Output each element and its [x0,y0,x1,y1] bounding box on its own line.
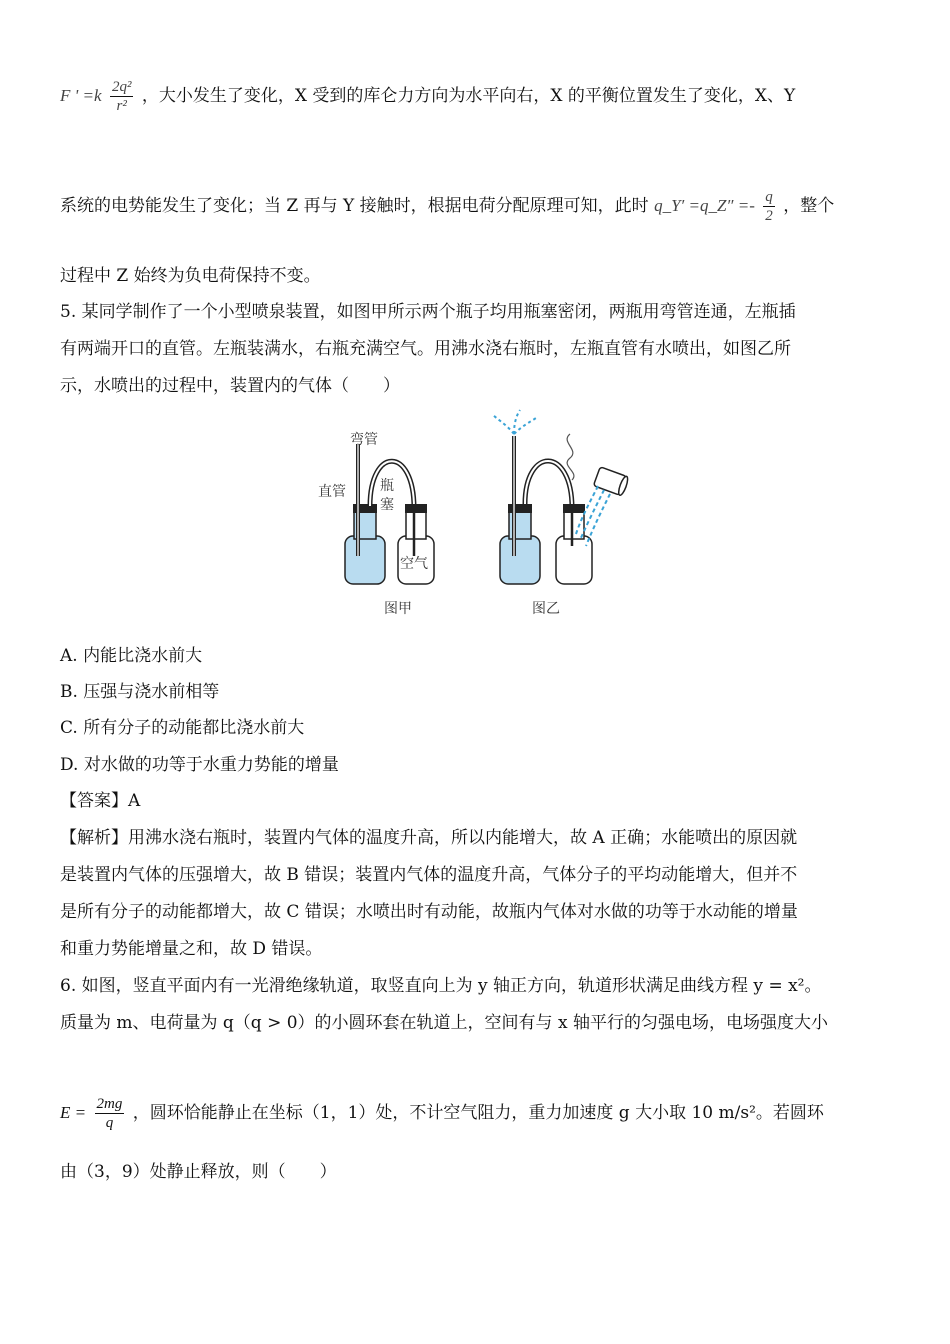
q5-analysis-line-3: 是所有分子的动能都增大，故 C 错误；水喷出时有动能，故瓶内气体对水做的功等于水动能的增量 [60,902,798,922]
q5-answer: 【答案】A [60,791,141,811]
q5-analysis-line-4: 和重力势能增量之和，故 D 错误。 [60,939,323,959]
force-fraction [110,78,134,115]
label-air: 空气 [400,556,428,572]
line1-text: ，大小发生了变化，X 受到的库仑力方向为水平向右，X 的平衡位置发生了变化，X、Y [141,86,796,106]
label-bent-tube: 弯管 [350,432,378,448]
label-fig-b: 图乙 [532,601,560,617]
force-fraction-numerator: 2q² [111,79,132,95]
q5-analysis-line-2: 是装置内气体的压强增大，故 B 错误；装置内气体的温度升高，气体分子的平均动能增大，但并不 [60,865,798,885]
steam-icon [567,434,574,480]
charge-fraction-numerator: q [765,189,773,205]
fig-b-right-bottle [556,536,592,584]
q6-line-1: 6. 如图，竖直平面内有一光滑绝缘轨道，取竖直向上为 y 轴正方向，轨道形状满足曲线方程 y = x²。 [60,976,822,996]
fig-a-right-stopper [405,504,427,513]
label-straight-tube: 直管 [318,484,346,500]
q5-option-c: C. 所有分子的动能都比浇水前大 [60,718,305,738]
e-field-fraction [95,1095,125,1132]
q6-line-3-tail: ，圆环恰能静止在坐标（1，1）处，不计空气阻力，重力加速度 g 大小取 10 m/s²。若圆环 [132,1103,824,1123]
formula-line-2 [60,188,834,225]
q6-line-3 [60,1095,824,1132]
q5-stem-line-1: 5. 某同学制作了一个小型喷泉装置，如图甲所示两个瓶子均用瓶塞密闭，两瓶用弯管连通，左瓶插 [60,302,796,322]
label-fig-a: 图甲 [384,601,412,617]
q5-stem-line-2: 有两端开口的直管。左瓶装满水，右瓶充满空气。用沸水浇右瓶时，左瓶直管有水喷出，如图乙所 [60,339,791,359]
charge-formula: q_Y′ =q_Z″ =- [654,196,755,215]
q5-analysis-line-1: 【解析】用沸水浇右瓶时，装置内气体的温度升高，所以内能增大，故 A 正确；水能喷出的原因就 [60,828,798,848]
water-spray [492,410,536,434]
q5-option-b: B. 压强与浇水前相等 [60,682,220,702]
fountain-diagram [310,406,650,621]
fig-b-right-stopper [563,504,585,513]
line3-text: 过程中 Z 始终为负电荷保持不变。 [60,266,321,286]
e-field-denominator: q [105,1115,114,1131]
q6-line-2: 质量为 m、电荷量为 q（q > 0）的小圆环套在轨道上，空间有与 x 轴平行的匀强电场，电场强度大小 [60,1013,828,1033]
fountain-figure [310,406,650,621]
label-stopper-2: 塞 [380,497,394,513]
fig-b-bent-tube [525,461,572,508]
line2-text: 系统的电势能发生了变化；当 Z 再与 Y 接触时，根据电荷分配原理可知，此时 [60,196,649,216]
fig-a-left-bottle [345,536,385,584]
q5-option-d: D. 对水做的功等于水重力势能的增量 [60,755,339,775]
charge-fraction [763,188,775,225]
e-field-numerator: 2mg [96,1096,123,1112]
fig-b-right-bottle-neck [564,511,584,539]
label-stopper-1: 瓶 [380,478,394,494]
e-field-lhs: E = [60,1103,87,1122]
charge-fraction-denominator: 2 [765,208,773,224]
q6-line-4: 由（3，9）处静止释放，则（ ） [60,1162,337,1182]
hot-water-cup-icon [593,467,629,496]
fig-b-left-stopper [508,504,532,513]
force-fraction-denominator: r² [116,98,127,114]
fig-b-left-bottle [500,536,540,584]
force-formula-lhs: F ' =k [60,86,102,105]
q5-stem-line-3: 示，水喷出的过程中，装置内的气体（ ） [60,376,400,396]
q5-option-a: A. 内能比浇水前大 [60,646,203,666]
fig-a-right-bottle-neck [406,511,426,539]
line2-tail: ，整个 [783,196,835,216]
formula-line-1 [60,78,795,115]
